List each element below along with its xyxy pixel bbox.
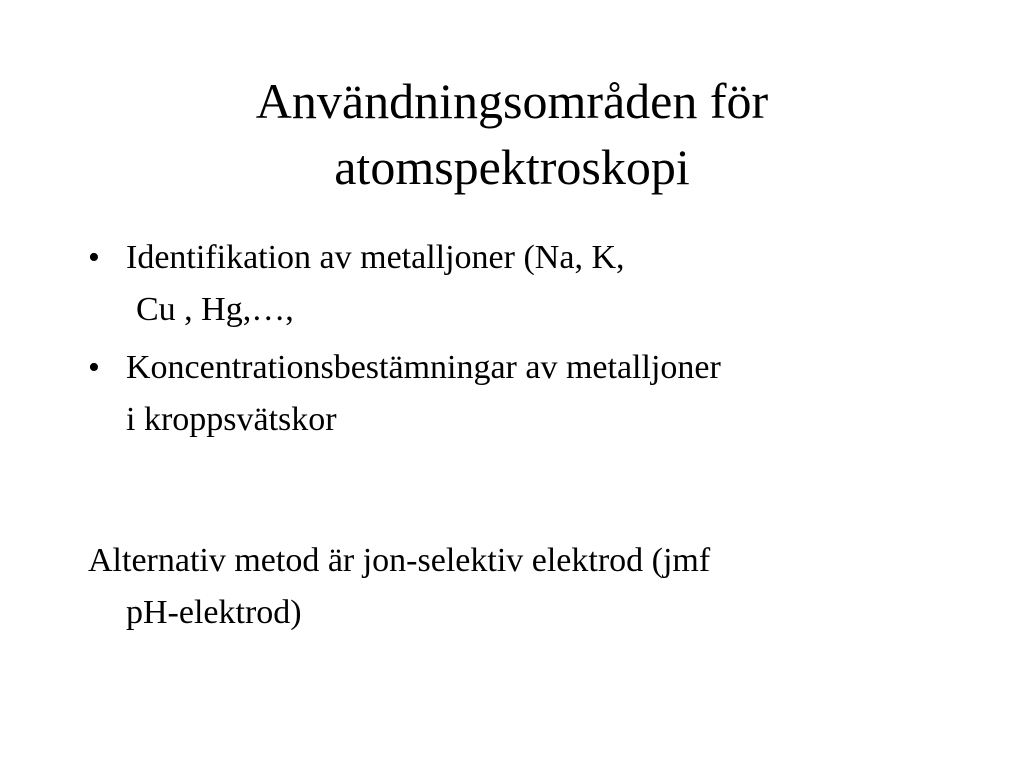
bullet-text-line: Koncentrationsbestämningar av metalljoner <box>126 349 721 386</box>
bullet-item-identification <box>88 232 968 336</box>
paragraph-line-2: pH-elektrod) <box>126 594 302 631</box>
bullet-text-line: Cu , Hg,…, <box>136 291 294 328</box>
bullet-text-line: Identifikation av metalljoner (Na, K, <box>126 239 625 276</box>
alternative-method-paragraph <box>88 535 968 639</box>
paragraph-line-1: Alternativ metod är jon-selektiv elektrod (jmf <box>88 542 711 579</box>
slide-title-line-1: Användningsområden för <box>255 73 769 129</box>
bullet-icon: • <box>88 349 100 386</box>
bullet-icon: • <box>88 239 100 276</box>
bullet-item-concentration <box>88 342 968 446</box>
bullet-text-line: i kroppsvätskor <box>126 401 337 438</box>
slide-title <box>0 68 1024 200</box>
slide-title-line-2: atomspektroskopi <box>334 139 690 195</box>
bullet-list <box>88 232 968 452</box>
